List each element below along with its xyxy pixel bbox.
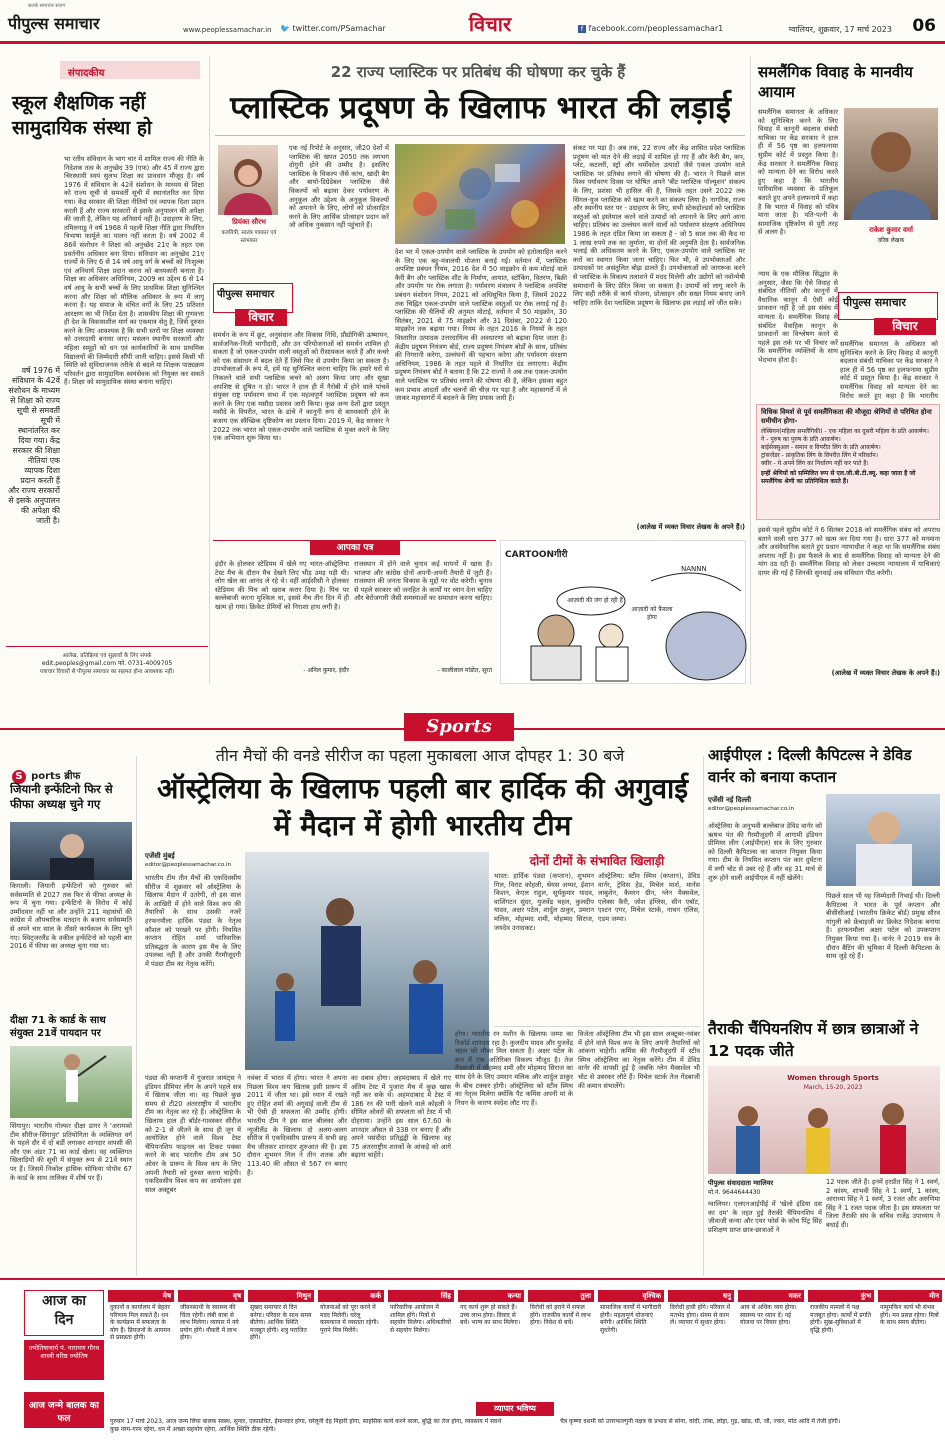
zodiac-text: नामुमकिन कार्य भी संभव होंगे। मन प्रसन्न रहेगा। मित्रों के साथ समय बीतेगा। [880, 1304, 939, 1327]
sports-body-1: भारतीय टीम तीन मैचों की एकदिवसीय सीरीज में शुक्रवार को ऑस्ट्रेलिया के खिलाफ मैदान में उतरेगी, तो इस साल के आखिरी में होने वाले विश्व कप की तैयारियों के साथ उसकी नजरें हरफनमौला हार्दिक पंड्या के नेतृत्व कौशल को परखने पर होंगी। नियमित कप्तान रोहित शर्मा पारिवारिक प्रतिबद्धता के कारण इस मैच के लिए उपलब्ध नहीं है और उनकी गैरमौजूदगी में पंड्या टीम का नेतृत्व करेंगे। [145, 874, 241, 968]
cartoon-bubble-1: आज़ादी की जंग हो रही है [567, 597, 623, 604]
photo-banner-text: Women through Sports [787, 1074, 879, 1082]
zodiac-text: सुखद समाचार से दिन बनेगा। परिवार के साथ समय बीतेगा। आर्थिक स्थिति मजबूत होगी। शत्रु पराजित होंगे। [250, 1304, 312, 1342]
plastic-pile-icon [395, 144, 565, 244]
website-text[interactable]: www.peoplessamachar.in [183, 26, 272, 34]
sports-ball-icon: S [12, 770, 26, 784]
ipl-email[interactable]: editor@peoplessamachar.co.in [708, 806, 795, 812]
cartoon-panel [500, 540, 746, 684]
zodiac-name: कुंभ [808, 1290, 874, 1302]
vyapar-text: चैत्र कृष्णा दशमी को उत्तरफाल्गुनी नक्षत्र के प्रभाव से सोना, चांदी, तांबा, लोहा, गुड़, खांड, घी, जौ, ज्वार, मोठ आदि में तेजी होगी। [560, 1418, 841, 1425]
zodiac-cell [668, 1290, 734, 1400]
taekwondo-phone: मो.नं. 9644644430 [708, 1189, 761, 1196]
website-link[interactable] [183, 26, 283, 34]
cartoon-drawing-icon [501, 541, 747, 685]
sports-kicker: तीन मैचों की वनडे सीरीज का पहला मुकाबला आज दोपहर 1: 30 बजे [215, 746, 625, 765]
lead-underline [215, 135, 745, 136]
info-box-heading: विधिक विमर्श से पूर्व समलैंगिकता की मौजूदा श्रेणियों से परिचित होना समीचीन होगा- [761, 408, 932, 425]
zodiac-cell [808, 1290, 874, 1400]
info-box-item: क्वीर - ये अपने लिंग का निर्धारण नहीं कर पाते हैं। [761, 460, 869, 468]
ipl-headline: आईपीएल : दिल्ली कैपिटल्स ने डेविड वार्नर को बनाया कप्तान [708, 746, 912, 786]
lead-closing: (आलेख में व्यक्त विचार लेखक के अपने हैं।) [636, 523, 745, 531]
letter-2: राजस्थान में होने वाले चुनाव कई मायनों में खास हैं। भाजपा और कांग्रेस दोनों अपनी-अपनी तैयारी में जुटी हैं। राजस्थान की जनता विकास के मुद्दों पर वोट करेगी। चुनाव से पहले सरकार को जनहित के कार्यों पर ध्यान देना चाहिए और बेरोजगारी जैसी समस्याओं का समाधान करना चाहिए। [354, 560, 492, 603]
editorial-tag-bar [60, 61, 200, 79]
sports-body-4: का दबाव होगा। अहमदाबाद में खेले गए अंतिम टेस्ट में पुजारा मैच में कुछ खास नहीं कर सके थे। अहमदाबाद में टेस्ट में 186 रन की पारी खेलने वाले कोहली ने सीमित ओवरों की सफलता को टेस्ट में भी दोहराया। उन्होंने इस साल 67.60 के शानदार औसत से 338 रन बनाए हैं और अपने पसंदीदा प्रतिद्वंद्वी के खिलाफ वह 75 अंतरराष्ट्रीय शतकों के आंकड़े को आगे बढ़ाना चाहेंगे। [351, 1074, 451, 1160]
footer-contact-label: आलेख, प्रतिक्रिया एवं सुझावों के लिए संपर्क [62, 653, 152, 659]
zodiac-name: सिंह [388, 1290, 454, 1302]
facebook-text[interactable]: facebook.com/peoplessamachar1 [588, 24, 724, 33]
infantino-photo [10, 822, 132, 880]
astrologer-box: ज्योतिषाचार्य पं. नारायण गौरव शास्त्री वरिष्ठ ज्योतिष [24, 1340, 104, 1380]
golfer-photo [10, 1046, 132, 1118]
right-body-1: समलैंगिक समानता के अधिकार को सुनिश्चित करने के लिए विवाह में कानूनी बदलाव संबंधी याचिका पर केंद्र सरकार ने हाल ही में 56 पृष्ठ का हलफनामा सुप्रीम कोर्ट में प्रस्तुत किया है। केंद्र सरकार ने समलैंगिक विवाह को मान्यता देने का विरोध करते हुए कहा है कि भारतीय पारिवारिक व्यवस्था के प्रतिकूल बताते हुए अपने हलफनामे में कहा है कि भारत में विवाह को पवित्र माना जाता है। पति-पत्नी के सामाजिक दृष्टिकोण से पूरी तरह से अलग है। [758, 108, 838, 237]
lead-kicker: 22 राज्य प्लास्टिक पर प्रतिबंध की घोषणा कर चुके हैं [330, 63, 626, 81]
zodiac-name: कर्क [318, 1290, 384, 1302]
right-author-role: वरिष्ठ लेखक [877, 237, 905, 244]
right-closing: (आलेख में व्यक्त विचार लेखक के अपने हैं।) [831, 669, 940, 677]
divider [136, 756, 137, 1276]
editorial-body: भा रतीय संविधान के भाग चार में शामिल राज्य की नीति के निदेशक तत्व के अनुच्छेद 39 (एफ) और 45 में राज्य द्वारा चिरस्थायी स्वयं सुलभ शिक्षा का प्रावधान मौजूद है। वर्ष 1976 में संविधान के 42वें संशोधन के माध्यम से शिक्षा को राज्य सूची से समवर्ती सूची में स्थानांतरित कर दिया गया। केंद्र सरकार की शिक्षा नीतियों एवं व्यापक दिशा प्रदान करती हैं और राज्य सरकारों से इसके अनुपालन की अपेक्षा की जाती है, लेकिन यह अनिवार्य नहीं है। उदाहरण के लिए, तमिलनाडु ने वर्ष 1968 में पहली शिक्षा नीति द्वारा निर्धारित त्रिभाषा फार्मूले का पालन नहीं करता है। वर्ष 2002 में 86वें संशोधन ने शिक्षा को अनुच्छेद 21ए के तहत एक प्रवर्तनीय अधिकार बना दिया। संविधान का अनुच्छेद 21ए राज्यों के लिए 6 से 14 वर्ष आयु वर्ग के बच्चों को निःशुल्क एवं अनिवार्य शिक्षा प्रदान करना को बाध्यकारी बनाता है। शिक्षा का अधिकार अधिनियम, 2009 का उद्देश्य 6 से 14 वर्ष आयु के सभी बच्चों के लिए प्राथमिक शिक्षा सुनिश्चित करना और शिक्षा को मौलिक अधिकार के रूप में लागू करना है। यह समाज के वंचित वर्गों के लिए 25 प्रतिशत आरक्षण का भी निर्देश देता है। शासकीय शिक्षा की गुणवत्ता ही देश के विकासशील मार्ग का एकमात्र सेतु है, जिसे दुरुस्त करने के लिए आवश्यक है कि सभी स्तरों पर शिक्षा व्यवस्था को उत्तरदायी बनाया जाए। मसलन स्थानीय सरकारों और महिला समूहों को धन एवं कार्यकारियों के साथ प्राथमिक विद्यालयों की जिम्मेदारी सौंपी जानी चाहिए। इससे किसी भी स्थिति को सुविधाजनक तरीके से बदले या शिक्षक पाठ्यक्रम परिवर्तन द्वारा सामुदायिक स्वयंसेवक को नियुक्त कर सकते हैं। शिक्षा को सामुदायिक संस्था बनाना चाहिए। [64, 155, 204, 387]
brief-body-1: किगाली। जियानी इन्फेंटिनो को गुरुवार को सर्वसम्मति से 2027 तक फिर से फीफा अध्यक्ष के रूप में चुना गया। इन्फेंटिनो के विरोध में कोई उम्मीदवार नहीं था और उन्होंने 211 महासंघों की कांग्रेस में औपचारिक मतदान के बजाय सर्वसम्मति से अपने चार साल के तीसरे कार्यकाल के लिए चुने गए। स्विट्जरलैंड के वकील इन्फेंटिनो को पहली बार 2016 में फीफा का अध्यक्ष चुना गया था। [10, 882, 132, 951]
zodiac-text: जीवनसाथी के स्वास्थ्य की चिंता रहेगी। लंबी यात्रा से लाभ मिलेगा। व्यापार में नये प्रयोग होंगे। नौकरी में लाभ होगा। [180, 1304, 239, 1342]
zodiac-text: पारिवारिक आयोजन में शामिल होंगे। मित्रों से सहयोग मिलेगा। अधिकारियों से सहयोग मिलेगा। [390, 1304, 451, 1334]
twitter-icon: 🐦 [280, 24, 290, 33]
divider [209, 56, 210, 684]
section-tag: विचार [235, 309, 287, 326]
zodiac-cell [738, 1290, 804, 1400]
ipl-body-1: ऑस्ट्रेलिया के अनुभवी बल्लेबाज डेविड वार्नर को ऋषभ पंत की गैरमौजूदगी में आगामी इंडियन प्रीमियर लीग (आईपीएल) सत्र के लिए गुरुवार को दिल्ली कैपिटल्स का कप्तान नियुक्त किया गया। टीम के नियमित कप्तान पंत कार दुर्घटना में लगी चोट से उबर रहे हैं और वह 31 मार्च से शुरू होने वाली आईपीएल में नहीं खेलेंगे। [708, 822, 822, 882]
ipl-body-2: पिछले साल भी यह जिम्मेदारी निभाई थी। दिल्ली कैपिटल्स ने भारत के पूर्व कप्तान और बीसीसीआई (भारतीय क्रिकेट बोर्ड) प्रमुख सौरव गांगुली को फ्रेंचाइजी का क्रिकेट निदेशक बनाया है। हरफनमौला अक्षर पटेल को उपकप्तान नियुक्त किया गया है। वार्नर ने 2019 सत्र के दौरान बैटिंग की भूमिका में दिल्ली कैपिटल्स के साथ जुड़े रहे हैं। [826, 892, 940, 961]
players-figures-icon [245, 852, 489, 1070]
cartoon-bubble-3: NANNN [681, 565, 707, 573]
footer-disclaimer: पत्राचार विचारों से पीपुल्स समाचार का सहमत होना आवश्यक नहीं। [39, 669, 175, 675]
logo-text: पीपुल्स समाचार [8, 14, 100, 33]
facebook-icon: f [578, 25, 586, 33]
zodiac-text: नए कार्य शुरू हो सकते हैं। उच्च लाभ होगा। विवाद से बचें। भाग्य का साथ मिलेगा। [460, 1304, 521, 1327]
zodiac-name: मकर [738, 1290, 804, 1302]
right-section-tag: विचार [874, 318, 936, 335]
zodiac-name: कन्या [458, 1290, 524, 1302]
right-author-portrait-icon [844, 108, 938, 220]
zodiac-cell [598, 1290, 664, 1400]
brief-headline-2: दीक्षा 71 के कार्ड के साथ संयुक्त 21वें पायदान पर [10, 1015, 106, 1039]
brief-tag-text: ports ब्रीफ [31, 771, 81, 782]
zodiac-text: विरोधी हावी होंगे। परिवार में मतभेद होगा। संयम से काम लें। व्यापार में सुधार होगा। [670, 1304, 731, 1327]
author-photo [218, 145, 278, 215]
zodiac-name: धनु [668, 1290, 734, 1302]
sports-headline: ऑस्ट्रेलिया के खिलाफ पहली बार हार्दिक की अगुवाई में मैदान में होगी भारतीय टीम [156, 772, 689, 842]
masthead-logo [8, 12, 178, 34]
right-section-logo-box [838, 292, 938, 320]
zodiac-name: मेष [108, 1290, 174, 1302]
letter-1: इंदौर के होलकर स्टेडियम में खेले गए भारत-ऑस्ट्रेलिया टेस्ट मैच के दौरान मैच देखने लिए भीड़ उमड़ पड़ी थी। लोग खेल का आनंद ले रहे थे। वहीं आईसीसी ने होलकर स्टेडियम की पिच को खराब करार दिया है। पिच पर बल्लेबाजी करना मुश्किल था, इससे मैच तीन दिन में ही खत्म हो गया। क्रिकेट प्रेमियों को निराशा हाथ लगी है। [215, 560, 349, 611]
zodiac-grid [108, 1290, 942, 1400]
zodiac-text: राजकीय मामलों में पक्ष मजबूत होगा। कार्यों में प्रगति होगी। सुख-सुविधाओं में वृद्धि होगी। [810, 1304, 872, 1334]
zodiac-name: मिथुन [248, 1290, 314, 1302]
sports-agency: एजेंसी मुंबई [145, 852, 175, 860]
zodiac-text: सामाजिक कार्यों में भागीदारी होगी। महत्वपूर्ण योजनाएं बनेंगी। आर्थिक स्थिति सुधरेगी। [600, 1304, 662, 1334]
info-box-item: बाईसेक्सुअल - समान व विपरीत लिंग के प्रति आकर्षण। [761, 444, 881, 452]
zodiac-text: विरोधी को हराने में सफल होंगे। राजकीय कार्यों में लाभ होगा। निवेश से बचें। [530, 1304, 591, 1327]
zodiac-name: मीन [878, 1290, 942, 1302]
brief-body-2: सिंगापुर। भारतीय गोल्फर दीक्षा डागर ने 'अरामको टीम सीरीज-सिंगापुर' प्रतियोगिता के व्यक्तिगत वर्ग के पहले दौर में दो बर्डी लगाकर शानदार वापसी की और एक अंडर 71 का कार्ड खेला। वह व्यक्तिगत खिलाड़ियों की सूची में संयुक्त रूप से 21वें स्थान पर हैं। जिसमें निकोल हासिक सोफिया पोपोव 67 के कार्ड के साथ तालिका में शीर्ष पर हैं। [10, 1122, 132, 1182]
sports-banner: Sports [404, 713, 514, 741]
zodiac-cell [178, 1290, 244, 1400]
zodiac-text: दुकानों व कार्यालय में बेहतर परिणाम मिल सकते हैं। धन के कार्यक्रम में सफलता के योग हैं। प्रियजनों के आगमन से प्रसन्नता होगी। [110, 1304, 171, 1342]
zodiac-name: वृष [178, 1290, 244, 1302]
right-body-3: इससे पहले सुप्रीम कोर्ट ने 6 सितंबर 2018 को समलैंगिक संबंध को अपराध बताने वाली धारा 377 को खत्म कर दिया गया है। धारा 377 को मनमाना और असंवैधानिक बताते हुए प्रधान न्यायाधीश ने कहा था कि समलैंगिक संबंध अपराध नहीं है। इस फैसले के बाद से समलैंगिक विवाह को मान्यता देने की मांग उठ रही है। समलैंगिक विवाह को लेकर उच्चतम न्यायालय में याचिकाएं दायर की गई हैं जिनकी सुनवाई अब संविधान पीठ करेगी। [758, 526, 940, 577]
zodiac-cell [878, 1290, 942, 1400]
zodiac-cell [388, 1290, 454, 1400]
zodiac-cell [248, 1290, 314, 1400]
logo-tagline: सतर्क समाचार सजग [28, 3, 66, 9]
divider [750, 56, 751, 684]
sports-body-5: होगा। भारतीय रन मशीन के खिलाफ जम्पा का रिकॉर्ड शानदार रहा है। कुलदीप यादव और युजवेंद्र चहल को मौका मिल सकता है। अक्षर पटेल के रूप में एक अतिरिक्त विकल्प मौजूद है। तेज गेंदबाजी में मोहम्मद शमी और मोहम्मद सिराज का साथ देने के लिए उमरान मलिक और शार्दुल ठाकुर के बीच टक्कर होगी। ऑस्ट्रेलिया को स्टीव स्मिथ का नेतृत्व मिलेगा क्योंकि पैट कमिंस अपनी मां के निधन के कारण स्वदेश लौट गए हैं। [455, 1030, 573, 1107]
zodiac-text: योजनाओं को पूरा करने में मदद मिलेगी। घरेलू कामकाज में व्यस्तता रहेगी। पुराने मित्र मिलेंगे। [320, 1304, 379, 1334]
horoscope-title-box [24, 1290, 104, 1336]
info-box-footer: इन्हीं श्रेणियों को सम्मिलित रूप से एल.जी.बी.टी.क्यू. कहा जाता है जो समलैंगिक श्रेणी का प्रतिनिधित्व करते हैं। [761, 470, 916, 486]
cartoon-bubble-2: आज़ादी को फ़ैसला होगा [631, 606, 673, 621]
lead-column-1a: एक नई रिपोर्ट के अनुसार, जी20 देशों में प्लास्टिक की खपत 2050 तक लगभग दोगुनी होने की उम्मीद है। इसलिए प्लास्टिक के विकल्प जैसे कांच, खादी बैग और बायो-डिग्रेडेबल प्लास्टिक जैसे विकल्पों को बढ़ावा देकर पर्यावरण के अनुकूल और उद्देश्य के अनुकूल विकल्पों को अपनाने के लिए, लोगों को प्रोत्साहित करने के लिए आर्थिक प्रोत्साहन प्रदान करें जो अधिक नुकसान नहीं पहुंचाते हैं। [289, 144, 389, 230]
info-box-item: गे - पुरुष का पुरुष के प्रति आकर्षण। [761, 436, 841, 444]
info-box-item: लेस्बियन(महिला समलैंगिकी) - एक महिला का दूसरी महिला के प्रति आकर्षण। [761, 428, 929, 436]
zodiac-name: वृश्चिक [598, 1290, 664, 1302]
facebook-link[interactable] [578, 24, 738, 33]
lead-column-3: संकट पर पड़ा है। अब तक, 22 राज्य और केंद्र शासित प्रदेश प्लास्टिक प्रदूषण को मात देने की लड़ाई में शामिल हो गए हैं और कैरी बैग, कप, प्लेट, कटलरी, स्ट्रॉ और थर्मोकोल उत्पादों जैसे एकल उपयोग वाले प्लास्टिक पर प्रतिबंध लगाने की घोषणा की है। भारत ने पिछले साल विश्व पर्यावरण दिवस पर घोषित अपने 'बीट प्लास्टिक पॉल्यूशन' संकल्प के लिए, प्रशंसा भी हासिल की है, जिसके तहत उसने 2022 तक सिंगल-यूज प्लास्टिक को खत्म करने का संकल्प लिया है। नागरिक, राज्य और स्थानीय स्तर पर - उदाहरण के लिए, सभी स्टेकहोल्डर्स को प्लास्टिक वस्तुओं को इस्तेमाल करने वाले उत्पादों को अपनाने के लिए आगे आना चाहिए। प्रतिबंध का उल्लंघन करने वालों को पर्यावरण संरक्षण अधिनियम 1986 के तहत दंडित किया जा सकता है - जो 5 साल तक की कैद या 1 लाख रुपये तक का जुर्माना, या दोनों की अनुमति देता है। सार्वजनिक भलाई की अधिकतम करने के लिए, एकल-उपयोग वाले प्लास्टिक पर करों का स्वागत किया जाना चाहिए। फिर भी, वे उपभोक्ताओं और उत्पादकों पर असंतुलित बोझ डालते हैं। उपभोक्ताओं को जागरूक करने से प्लास्टिक के विकल्प तलाशने में मदद मिलेगी और उद्योगों को नवोन्मेषी समाधानों के लिए प्रेरित किया जा सकता है। उपायों को लागू करने के लिए सही तरीके से कार्य योजना, प्रोत्साहन और सख्त नियम बनाए जाने चाहिए ताकि देश प्लास्टिक प्रदूषण के खिलाफ इस लड़ाई को जीत सके। [573, 144, 745, 307]
zodiac-text: आय से अधिक व्यय होगा। स्वास्थ्य पर ध्यान दें। नई योजना पर विचार होगा। [740, 1304, 797, 1327]
cartoon-label: CARTOONगीरी [505, 550, 568, 560]
right-section-logo-text: पीपुल्स समाचार [843, 296, 906, 309]
sports-body-3: नवंबर में भारत में होगा। भारत ने अपना पिछला विश्व कप खिताब इसी प्रारूप में 2011 में जीता था। इसे ध्यान में रखते हुए रोहित शर्मा की अगुवाई वाली टीम से भी ऐसी ही सफलता की उम्मीद होगी। भारतीय टीम ने इस साल श्रीलंका और न्यूजीलैंड के खिलाफ दो अलग-अलग सीरीज में एकदिवसीय प्रारूप में सभी छह मैच जीतकर शानदार शुरुआत की है। इस दौरान शुभमन गिल ने तीन शतक और 113.40 की औसत से 567 रन बनाए हैं। [247, 1074, 347, 1177]
right-body-2b: समलैंगिक समानता के अधिकार को सुनिश्चित करने के लिए विवाह में कानूनी बदलाव संबंधी याचिका पर केंद्र सरकार ने हाल ही में 56 पृष्ठ का हलफनामा सुप्रीम कोर्ट में प्रस्तुत किया है। केंद्र सरकार ने समलैंगिक विवाह को मान्यता देने का विरोध करते हुए कहा है कि भारतीय [840, 340, 938, 400]
sports-body-6: विजेता ऑस्ट्रेलिया टीम भी इस साल अक्टूबर-नवंबर में होने वाले विश्व कप के लिए अपनी तैयारियों को आंकना चाहेगी। कमिंस की गैरमौजूदगी में स्टीव स्मिथ ऑस्ट्रेलिया का नेतृत्व करेंगे। टीम में डेविड वार्नर की वापसी हुई है जबकि ग्लेन मैक्सवेल भी चोट से उबरकर लौटे हैं। मिचेल स्टार्क तेज गेंदबाजी की कमान संभालेंगे। [578, 1030, 700, 1090]
editorial-tag: संपादकीय [68, 68, 105, 79]
born-box: आज जन्मे बालक का फल [24, 1392, 104, 1428]
right-info-box [756, 404, 940, 520]
editorial-pullquote: वर्ष 1976 में संविधान के 42वें संशोधन के माध्यम से शिक्षा को राज्य सूची से समवर्ती सूची में स्थानांतरित कर दिया गया। केंद्र सरकार की शिक्षा नीतियां एक व्यापक दिशा प्रदान करती हैं और राज्य सरकारों से इसके अनुपालन की अपेक्षा की जाती है। [8, 366, 60, 525]
sports-body-2: पंड्या की कप्तानी में गुजरात जायंट्स ने इंडियन प्रीमियर लीग के अपने पहले सत्र में खिताब जीता था। वह पिछले कुछ समय से टी20 अंतरराष्ट्रीय में भारतीय टीम का नेतृत्व कर रहे हैं। ऑस्ट्रेलिया के खिलाफ हाल ही बॉर्डर-गावस्कर सीरीज को 2-1 से जीतने के साथ ही जून में आयोजित होने वाले विश्व टेस्ट चैंपियनशिप फाइनल का टिकट पक्का करने के बाद भारतीय टीम अब 50 ओवर के प्रारूप के विश्व कप के लिए अपनी तैयारी को दुरुस्त करना चाहेगी। एकदिवसीय विश्व कप का आयोजन इस साल अक्टूबर [145, 1074, 241, 1194]
born-text: गुरुवार 17 मार्च 2023, आज जन्म लिया बालक स्वस्थ, सुन्दर, एकाग्रचित, ईमानदार होगा, घरेलूनी देह निहारी होगा, साहसिक कार्य करने वाला, बुद्धि का तेज होगा, व्यवसाय में स्वार्थ कुछ नरम-गरम रहेगा, धन में अच्छा सहयोग रहेगा, आर्थिक स्थिति ठीक रहेगी। [110, 1418, 502, 1433]
masthead [0, 0, 945, 44]
editorial-headline: स्कूल शैक्षणिक नहीं सामुदायिक संस्था हो [12, 92, 152, 139]
author-role: कवयित्री, स्वतंत्र पत्रकार एवं स्तंभकार [221, 230, 277, 244]
editorial-footer [6, 646, 208, 680]
lead-column-2: देश भर में एकल-उपयोग वाले प्लास्टिक के उपयोग को हतोत्साहित करने के लिए एक बहु-मंत्रालयी योजना बनाई गई। वर्तमान में, प्लास्टिक अपशिष्ट प्रबंधन नियम, 2016 देश में 50 माइक्रोन से कम मोटाई वाले कैरी बैग और प्लास्टिक शीट के निर्माण, आयात, स्टॉकिंग, वितरण, बिक्री और उपयोग पर रोक लगाता है। पर्यावरण मंत्रालय ने प्लास्टिक अपशिष्ट प्रबंधन संशोधन नियम, 2021 को अधिसूचित किया है, जिसमें 2022 तक चिह्नित एकल-उपयोग वाले प्लास्टिक वस्तुओं पर रोक लगाई गई है। प्लास्टिक की थैलियों की अनुमत मोटाई, वर्तमान में 50 माइक्रोन, 30 सितंबर, 2021 से 75 माइक्रोन और 31 दिसंबर, 2022 से 120 माइक्रोन तक बढ़ाया गया। नियम के तहत 2016 के नियमों के तहत विस्तारित उत्पादक उत्तरदायित्व की अवधारणा को बढ़ावा दिया जाता है। केंद्रीय प्रदूषण नियंत्रण बोर्ड, राज्य प्रदूषण नियंत्रण बोर्डों के साथ, प्रतिबंध की निगरानी करेगा, उल्लंघनों की पहचान करेगा और पर्यावरण संरक्षण अधिनियम, 1986 के तहत पहले से निर्धारित दंड लगाएगा। केंद्रीय प्रदूषण नियंत्रण बोर्ड ने बताया है कि 22 राज्यों ने अब तक एकल-उपयोग वाले प्लास्टिक पर प्रतिबंध लगाने की घोषणा की है, लेकिन इसका बहुत कम प्रभाव आदतों और चलनों की चीज़ पर पड़ा है और महासागरों में ले जाकर महासागरों में बदलने के लिए प्रयास जारी हैं। [395, 248, 567, 403]
page-number: 06 [912, 16, 936, 36]
taekwondo-body-2: 12 पदक जीते हैं। इनमें हरप्रीत सिंह ने 1 स्वर्ण, 2 कांस्य, शांभवी सिंह ने 1 स्वर्ण, 1 कांस्य, आराध्या सिंह ने 1 स्वर्ण, 3 रजत और अरुणिमा सिंह ने 1 रजत पदक जीता है। इस सफलता पर जिला तैराकी संघ के सचिव राजेंद्र उपाध्याय ने बधाई दी। [826, 1178, 940, 1229]
ipl-agency: एजेंसी नई दिल्ली [708, 796, 752, 804]
infantino-portrait-icon [10, 822, 132, 880]
letter-2-sign: - कालीलाल मांडोत, सूरत [437, 667, 492, 674]
warner-photo [826, 794, 940, 886]
india-squad: भारत: हार्दिक पंड्या (कप्तान), शुभमन गिल, विराट कोहली, श्रेयस अय्यर, ईशान किशन, केएल राहुल, सूर्यकुमार यादव, वाशिंगटन सुंदर, युजवेंद्र चहल, कुलदीप यादव, अक्षर पटेल, शार्दुल ठाकुर, उमरान मलिक, मोहम्मद शमी, मोहम्मद सिराज, जयदेव उनादकट। [494, 872, 594, 932]
taekwondo-headline: तैराकी चैंपियनशिप में छात्र छात्राओं ने 12 पदक जीते [708, 1020, 919, 1060]
divider [703, 756, 704, 1276]
team-training-photo [245, 852, 489, 1070]
photo-banner-dates: March, 15-20, 2023 [803, 1084, 863, 1091]
golfer-figure-icon [10, 1046, 132, 1118]
section-title: विचार [468, 12, 512, 36]
brief-headline-1: जियानी इन्फेंटिनो फिर से फीफा अध्यक्ष चुने गए [10, 782, 113, 811]
zodiac-cell [108, 1290, 174, 1400]
author-portrait-icon [218, 145, 278, 215]
section-logo-text: पीपुल्स समाचार [217, 289, 275, 300]
right-body-2: न्याय के एक मौलिक सिद्धांत के अनुसार, जैसा कि ऐसे विवाह से संबंधित नीतियों और कानूनों में वैधानिक कानून में ऐसी कोई प्रावधान नहीं है जो इस संबंध में मान्यता दे। समलैंगिक विवाह से संबंधित वैवाहिक कानून के प्रावधानों का विश्लेषण करने से पहले इस तर्क पर भी विचार करें कि समलैंगिक व्यक्तियों के साथ भेदभाव होता है। [758, 270, 838, 364]
twitter-text[interactable]: twitter.com/PSamachar [292, 24, 386, 33]
letter-1-sign: - अनिल कुमार, इंदौर [303, 667, 349, 674]
dateline: ग्वालियर, शुक्रवार, 17 मार्च 2023 [788, 25, 892, 34]
vyapar-label: व्यापार भविष्य [476, 1402, 554, 1416]
taekwondo-body-1: ग्वालियर। एलएनआईपीई में 'खेलो इंडिया दस का दम' के तहत हुई तैराकी चैंपियनशिप में जीवाजी कन्या और एयर फोर्स के कोच पिंट्र सिंह प्रशिक्षण प्राप्त छात्र-छात्राओं ने [708, 1200, 822, 1234]
author-name: प्रियंका सौरभ [232, 218, 266, 226]
medal-winners-photo [708, 1066, 940, 1174]
squads-title: दोनों टीमों के संभावित खिलाड़ी [529, 854, 665, 868]
zodiac-cell [528, 1290, 594, 1400]
zodiac-cell [458, 1290, 524, 1400]
masthead-rule [0, 41, 945, 44]
zodiac-cell [318, 1290, 384, 1400]
letters-title: आपका पत्र [310, 541, 400, 555]
winners-figures-icon [708, 1066, 940, 1174]
plastic-waste-photo [395, 144, 565, 244]
taekwondo-agency: पीपुल्स संवाददाता ग्वालियर [708, 1179, 774, 1187]
divider [494, 1026, 700, 1027]
lead-headline: प्लास्टिक प्रदूषण के खिलाफ भारत की लड़ाई [230, 90, 731, 126]
info-box-item: ट्रांसजेंडर - प्राकृतिक लिंग के विपरीत लिंग में परिवर्तन। [761, 452, 879, 460]
horoscope-title-1: आज का [42, 1293, 86, 1309]
warner-portrait-icon [826, 794, 940, 886]
right-author-name: राकेश कुमार वर्मा [869, 226, 913, 234]
horoscope-title-2: दिन [54, 1312, 74, 1328]
right-headline: समलैंगिक विवाह के मानवीय आयाम [758, 63, 913, 101]
twitter-link[interactable] [280, 24, 400, 33]
footer-contact-info[interactable]: edit.peoples@gmail.com फो. 0731-4009705 [41, 660, 173, 667]
lead-column-1b: समर्थन के रूप में छूट, अनुसंधान और विकास निधि, प्रौद्योगिकी ऊष्मायन, सार्वजनिक-निजी भागीदारी, और उन परियोजनाओं को समर्थन शामिल हो सकता है जो एकल-उपयोग वाली वस्तुओं को रीसायकल करते हैं और कचरे को एक संसाधन में बदल देते हैं जिसे फिर से उपयोग किया जा सकता है। उपभोक्ताओं के रूप में, हमें यह सुनिश्चित करना चाहिए कि हमारे घरों से निकलने वाले सभी प्लास्टिक कचरे को अलग किया जाए और सूखा अपशिष्ट से दूषित न हो। भारत ने हाल ही में नैरोबी में होने वाले पांचवें संयुक्त राष्ट्र पर्यावरण सभा में एक महत्वपूर्ण प्लास्टिक प्रदूषण को कम करने के लिए एक मसौदा प्रस्ताव जारी किया। कुछ अन्य देशों द्वारा प्रस्तुत मसौदे के विपरीत, भारत के ढांचे ने कानूनी रूप से बाध्यकारी होने के बजाय एक स्वैच्छिक दृष्टिकोण का प्रस्ताव दिया। 2019 में, केंद्र सरकार ने 2022 तक भारत को एकल-उपयोग वाले प्लास्टिक से मुक्त करने के लिए एक अभियान शुरू किया था। [213, 331, 389, 443]
info-box-list [757, 428, 939, 468]
sports-email[interactable]: editor@peoplessamachar.co.in [145, 862, 232, 868]
zodiac-name: तुला [528, 1290, 594, 1302]
right-author-photo [844, 108, 938, 220]
aus-squad: ऑस्ट्रेलिया: स्टीव स्मिथ (कप्तान), डेविड वार्नर, ट्रेविस हेड, मिचेल मार्श, मार्नस लाबुशेन, कैमरन ग्रीन, ग्लेन मैक्सवेल, एलेक्स कैरी, जोश इंग्लिस, सीन एबॉट, एश्टन एगर, मिचेल स्टार्क, नाथन एलिस, एडम जम्पा। [598, 872, 700, 923]
